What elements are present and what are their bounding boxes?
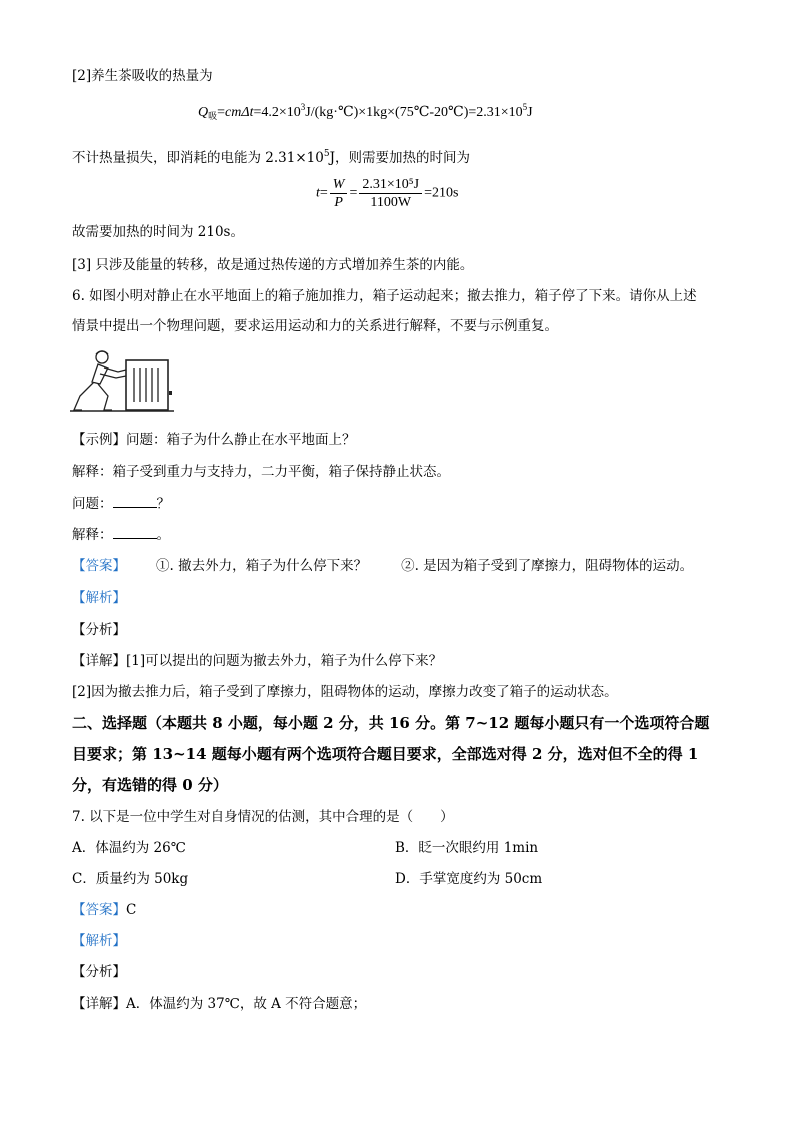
question-7-options-row-1 [72, 838, 186, 858]
option-c: C．质量约为 50kg [72, 871, 189, 887]
box-handle [169, 391, 172, 395]
example-answer: 解释：箱子受到重力与支持力，二力平衡，箱子保持静止状态。 [72, 464, 450, 480]
q7-analysis-tag: 【解析】 [72, 933, 126, 949]
time-conclusion: 故需要加热的时间为 210s。 [72, 224, 244, 240]
example-question: 【示例】问题：箱子为什么静止在水平地面上？ [72, 432, 356, 448]
time-equation: t= $\frac{W}{P}$ = $\frac{\text{2.31×10⁵J}}{1100W}$ =210s [316, 177, 459, 210]
question-blank [113, 495, 157, 508]
q6-detail-2: [2]因为撤去推力后，箱子受到了摩擦力，阻碍物体的运动，摩擦力改变了箱子的运动状态。 [72, 684, 618, 700]
boy-back-leg [74, 382, 94, 410]
box [126, 360, 168, 410]
question-6-line-1: 6. 如图小明对静止在水平地面上的箱子施加推力，箱子运动起来；撤去推力，箱子停了下来。请你从上述 [72, 288, 697, 304]
option-d: D．手掌宽度约为 50cm [395, 871, 543, 887]
q6-answer: 【答案】 ①. 撤去外力，箱子为什么停下来？ ②. 是因为箱子受到了摩擦力，阻碍物体的运动。 [72, 558, 694, 574]
section-2-heading-line-1: 二、选择题（本题共 8 小题，每小题 2 分，共 16 分。第 7~12 题每小题只有一个选项符合题 [72, 714, 710, 732]
section-2-heading-line-2: 目要求；第 13~14 题每小题有两个选项符合题目要求，全部选对得 2 分，选对但不全的得 1 [72, 745, 699, 763]
question-7: 7. 以下是一位中学生对自身情况的估测，其中合理的是（ ） [72, 809, 454, 825]
option-b: B．眨一次眼约用 1min [395, 840, 539, 856]
q6-analysis-tag: 【解析】 [72, 590, 126, 606]
fraction-values: $\frac{\text{2.31×10⁵J}}{1100W}$ [359, 176, 422, 211]
q6-detail-1: 【详解】[1]可以提出的问题为撤去外力，箱子为什么停下来？ [72, 653, 443, 669]
fill-question: 问题： ？ [72, 496, 170, 512]
q7-fenxi-tag: 【分析】 [72, 964, 126, 980]
fraction-w-p: $\frac{W}{P}$ [330, 176, 348, 211]
q7-answer: 【答案】C [72, 902, 137, 918]
option-a: A．体温约为 26℃ [72, 840, 186, 856]
energy-line: 不计热量损失，即消耗的电能为 $2.31\times 10^5J$，则需要加热的时间为 [72, 149, 470, 166]
q6-fenxi-tag: 【分析】 [72, 622, 126, 638]
question-6-line-2: 情景中提出一个物理问题，要求运用运动和力的关系进行解释，不要与示例重复。 [72, 318, 558, 334]
heat-equation: $Q_吸=cm\Delta t=4.2\times 10^3J/(kg\cdot℃)\times 1kg\times(75℃-20℃)=2.31\times 10^5J$ [198, 102, 533, 121]
boy-pushing-box-figure [70, 348, 180, 418]
explanation-blank [113, 526, 157, 539]
q7-detail: 【详解】A．体温约为 37℃，故 A 不符合题意； [72, 996, 367, 1012]
boy-front-leg [98, 384, 112, 410]
solution-part-3: [3] 只涉及能量的转移，故是通过热传递的方式增加养生茶的内能。 [72, 257, 474, 273]
solution-part-2: [2]养生茶吸收的热量为 [72, 68, 213, 84]
fill-explanation: 解释： 。 [72, 527, 170, 543]
section-2-heading-line-3: 分，有选错的得 0 分） [72, 776, 228, 794]
